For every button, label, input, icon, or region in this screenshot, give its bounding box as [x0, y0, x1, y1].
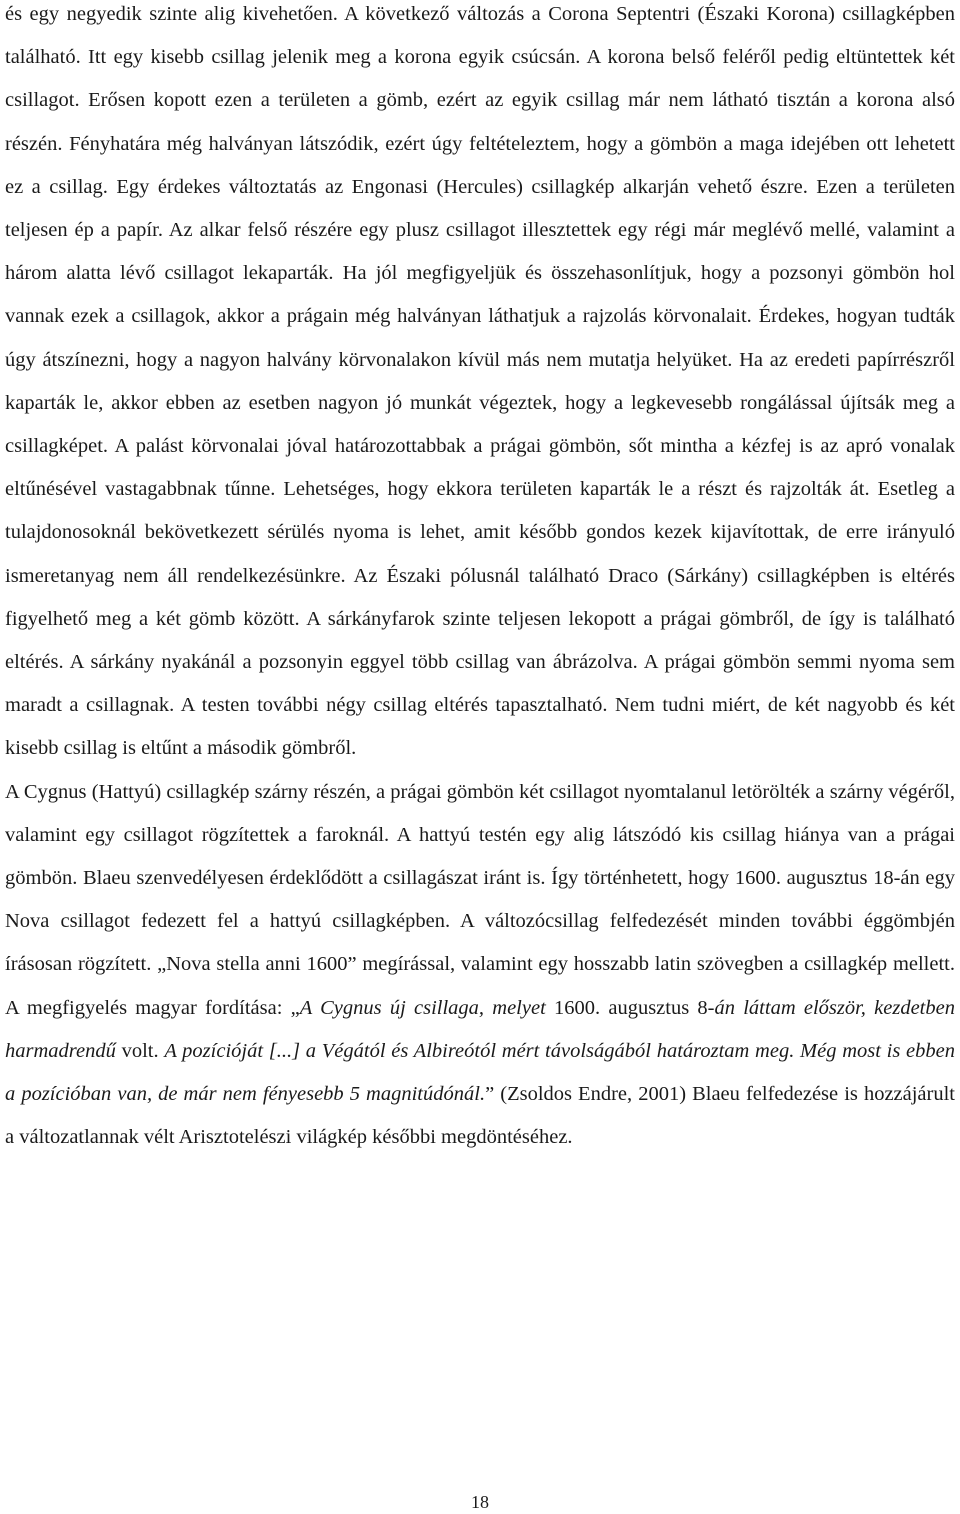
paragraph: [5, 771, 955, 1160]
italic-text-run: A pozícióját [...] a Végától és Albireótól mért távolságából határoztam meg. Még most is ebben a pozícióban van, de már nem fényesebb 5 magnitúdónál.: [5, 1039, 955, 1106]
text-run: ” (Zsoldos Endre, 2001) Blaeu felfedezése is hozzájárult a változatlannak vélt Arisztotelészi világkép későbbi megdöntéséhez.: [5, 1083, 955, 1149]
text-run: és egy negyedik szinte alig kivehetően. A következő változás a Corona Septentri (Északi Korona) csillagképben található. Itt egy kisebb csillag jelenik meg a korona egyik csúcsán. A korona belső feléről pedig eltüntettek két csillagot. Erősen kopott ezen a területen a gömb, ezért az egyik csillag már nem látható tisztán a korona alsó részén. Fényhatára még halványan látszódik, ezért úgy feltételeztem, hogy a gömbön a maga idejében ott lehetett ez a csillag. Egy érdekes változtatás az Engonasi (Hercules) csillagkép alkarján vehető észre. Ezen a területen teljesen ép a papír. Az alkar felső részére egy plusz csillagot illesztettek egy régi már meglévő mellé, valamint a három alatta lévő csillagot lekaparták. Ha jól megfigyeljük és összehasonlítjuk, hogy a pozsonyi gömbön hol vannak ezek a csillagok, akkor a prágain még halványan láthatjuk a rajzolás körvonalait. Érdekes, hogyan tudták úgy átszínezni, hogy a nagyon halvány körvonalakon kívül más nem mutatja helyüket. Ha az eredeti papírrészről kaparták le, akkor ebben az esetben nagyon jó munkát végeztek, hogy a legkevesebb rongálással újítsák meg a csillagképet. A palást körvonalai jóval határozottabbak a prágai gömbön, sőt mintha a kézfej is az apró vonalak eltűnésével vastagabbnak tűnne. Lehetséges, hogy ekkora területen kaparták le a részt és rajzolták át. Esetleg a tulajdonosoknál bekövetkezett sérülés nyoma is lehet, amit később gondos kezek kijavítottak, de erre irányuló ismeretanyag nem áll rendelkezésünkre. Az Északi pólusnál található Draco (Sárkány) csillagképben is eltérés figyelhető meg a két gömb között. A sárkányfarok szinte teljesen lekopott a prágai gömbről, de így is található eltérés. A sárkány nyakánál a pozsonyin eggyel több csillag van ábrázolva. A prágai gömbön semmi nyoma sem maradt a csillagnak. A testen további négy csillag eltérés tapasztalható. Nem tudni miért, de két nagyobb és két kisebb csillag is eltűnt a második gömbről.: [5, 3, 955, 760]
page-number: 18: [471, 1492, 489, 1512]
text-run: 1600. augusztus 8-: [545, 996, 715, 1019]
page-body: [5, 0, 955, 1159]
text-run: A Cygnus (Hattyú) csillagkép szárny részén, a prágai gömbön két csillagot nyomtalanul letörölték a szárny végéről, valamint egy csillagot rögzítettek a faroknál. A hattyú testén egy alig látszódó kis csillag hiánya van a prágai gömbön. Blaeu szenvedélyesen érdeklődött a csillagászat iránt is. Így történhetett, hogy 1600. augusztus 18-án egy Nova csillagot fedezett fel a hattyú csillagképben. A változócsillag felfedezését minden további éggömbjén írásosan rögzített. „Nova stella anni 1600” megírással, valamint egy hosszabb latin szövegben a csillagkép mellett. A megfigyelés magyar fordítása: „: [5, 780, 955, 1019]
italic-text-run: A Cygnus új csillaga, melyet: [299, 996, 546, 1019]
paragraph: [5, 0, 955, 771]
italic-text-run: án láttam először, kezdetben harmadrendű: [5, 996, 955, 1062]
text-run: volt.: [115, 1039, 165, 1062]
